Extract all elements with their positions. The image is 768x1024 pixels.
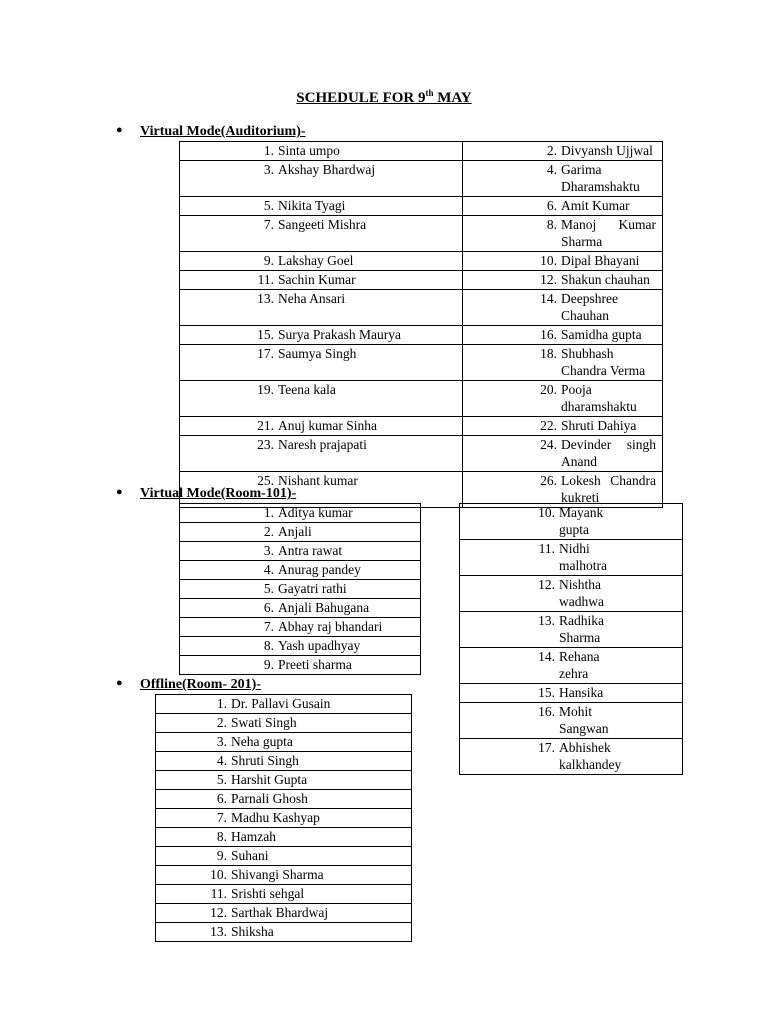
item-number: 8. [216, 829, 227, 844]
table-cell [180, 436, 463, 472]
table-row [156, 790, 412, 809]
participant-name: Neha Ansari [278, 291, 346, 306]
item-number: 7. [263, 619, 274, 634]
table-cell [180, 381, 463, 417]
item-number: 7. [263, 217, 274, 232]
table-row [180, 252, 663, 271]
table-cell [156, 733, 412, 752]
participant-name: Anjali Bahugana [278, 600, 370, 615]
participant-name: Dipal Bhayani [561, 253, 640, 268]
participant-name: Saumya Singh [278, 346, 357, 361]
participant-name: Anjali [278, 524, 312, 539]
item-number: 12. [210, 905, 227, 920]
participant-name: Shubhash Chandra Verma [561, 346, 646, 378]
participant-name: Amit Kumar [561, 198, 630, 213]
table-row [180, 561, 421, 580]
item-number: 5. [263, 581, 274, 596]
table-row [180, 290, 663, 326]
item-number: 23. [257, 437, 274, 452]
table-cell [156, 695, 412, 714]
item-number: 1. [263, 505, 274, 520]
item-number: 20. [540, 382, 557, 397]
participant-name: Lakshay Goel [278, 253, 354, 268]
table-row [156, 885, 412, 904]
participant-name: Sangeeti Mishra [278, 217, 367, 232]
table-cell [180, 580, 421, 599]
table-cell [463, 271, 663, 290]
participant-name: Srishti sehgal [231, 886, 305, 901]
table-row [460, 703, 683, 739]
participant-name: Manoj Kumar Sharma [561, 217, 656, 249]
item-number: 25. [257, 473, 274, 488]
room-101-table-left [179, 503, 421, 675]
participant-name: Nidhi malhotra [559, 541, 607, 573]
table-cell [180, 142, 463, 161]
room-101-table-right [459, 503, 683, 775]
item-number: 14. [540, 291, 557, 306]
participant-name: Shakun chauhan [561, 272, 650, 287]
participant-name: Anuj kumar Sinha [278, 418, 377, 433]
table-row [180, 161, 663, 197]
participant-name: Yash upadhyay [278, 638, 361, 653]
item-number: 15. [538, 685, 555, 700]
section-heading-room-101: ● Virtual Mode(Room-101)- [116, 486, 297, 501]
participant-name: Gayatri rathi [278, 581, 347, 596]
table-row [156, 847, 412, 866]
item-number: 13. [257, 291, 274, 306]
participant-name: Divyansh Ujjwal [561, 143, 653, 158]
participant-name: Shruti Dahiya [561, 418, 637, 433]
table-row [180, 523, 421, 542]
table-row [460, 684, 683, 703]
participant-name: Hansika [559, 685, 604, 700]
table-row [180, 504, 421, 523]
item-number: 4. [546, 162, 557, 177]
table-row [156, 695, 412, 714]
item-number: 13. [538, 613, 555, 628]
item-number: 2. [216, 715, 227, 730]
item-number: 10. [540, 253, 557, 268]
item-number: 4. [263, 562, 274, 577]
table-row [460, 648, 683, 684]
table-cell [460, 648, 683, 684]
item-number: 8. [546, 217, 557, 232]
item-number: 15. [257, 327, 274, 342]
item-number: 11. [538, 541, 555, 556]
participant-name: Harshit Gupta [231, 772, 308, 787]
bullet-icon: ● [116, 677, 123, 689]
participant-name: Nishtha wadhwa [559, 577, 604, 609]
table-row [180, 436, 663, 472]
participant-name: Garima Dharamshaktu [561, 162, 640, 194]
table-cell [156, 714, 412, 733]
participant-name: Pooja dharamshaktu [561, 382, 637, 414]
table-cell [156, 866, 412, 885]
table-row [180, 271, 663, 290]
item-number: 11. [210, 886, 227, 901]
table-cell [463, 345, 663, 381]
table-row [180, 142, 663, 161]
table-cell [180, 599, 421, 618]
table-cell [156, 904, 412, 923]
participant-name: Shiksha [231, 924, 274, 939]
participant-name: Dr. Pallavi Gusain [231, 696, 331, 711]
participant-name: Rehana zehra [559, 649, 600, 681]
room-201-table [155, 694, 412, 942]
bullet-icon: ● [116, 124, 123, 136]
item-number: 7. [216, 810, 227, 825]
table-row [180, 656, 421, 675]
table-cell [156, 809, 412, 828]
participant-name: Radhika Sharma [559, 613, 604, 645]
section-heading-auditorium: ● Virtual Mode(Auditorium)- [116, 124, 306, 139]
participant-name: Devinder singh Anand [561, 437, 656, 469]
table-row [156, 828, 412, 847]
table-cell [180, 290, 463, 326]
table-cell [180, 252, 463, 271]
participant-name: Samidha gupta [561, 327, 642, 342]
item-number: 12. [540, 272, 557, 287]
table-row [180, 637, 421, 656]
participant-name: Anurag pandey [278, 562, 361, 577]
item-number: 14. [538, 649, 555, 664]
table-row [180, 216, 663, 252]
item-number: 19. [257, 382, 274, 397]
table-cell [460, 504, 683, 540]
table-row [460, 576, 683, 612]
page-title: SCHEDULE FOR 9th MAY [296, 88, 472, 106]
participant-name: Surya Prakash Maurya [278, 327, 401, 342]
table-cell [460, 739, 683, 775]
item-number: 6. [263, 600, 274, 615]
participant-name: Antra rawat [278, 543, 343, 558]
table-cell [180, 197, 463, 216]
item-number: 10. [538, 505, 555, 520]
participant-name: Sarthak Bhardwaj [231, 905, 329, 920]
item-number: 3. [216, 734, 227, 749]
table-row [156, 733, 412, 752]
item-number: 1. [263, 143, 274, 158]
participant-name: Sinta umpo [278, 143, 340, 158]
participant-name: Naresh prajapati [278, 437, 367, 452]
item-number: 13. [210, 924, 227, 939]
item-number: 2. [263, 524, 274, 539]
table-cell [463, 290, 663, 326]
table-cell [463, 142, 663, 161]
auditorium-table [179, 141, 663, 508]
participant-name: Deepshree Chauhan [561, 291, 618, 323]
table-cell [463, 326, 663, 345]
item-number: 6. [216, 791, 227, 806]
table-row [180, 542, 421, 561]
participant-name: Nishant kumar [278, 473, 358, 488]
table-row [156, 809, 412, 828]
item-number: 17. [538, 740, 555, 755]
table-cell [180, 656, 421, 675]
item-number: 5. [263, 198, 274, 213]
table-cell [156, 923, 412, 942]
table-cell [156, 752, 412, 771]
item-number: 16. [540, 327, 557, 342]
participant-name: Shruti Singh [231, 753, 299, 768]
table-row [460, 540, 683, 576]
table-cell [180, 561, 421, 580]
table-cell [180, 326, 463, 345]
table-cell [180, 504, 421, 523]
table-row [180, 417, 663, 436]
table-cell [180, 345, 463, 381]
participant-name: Suhani [231, 848, 269, 863]
participant-name: Shivangi Sharma [231, 867, 324, 882]
table-cell [156, 790, 412, 809]
table-cell [463, 436, 663, 472]
participant-name: Lokesh Chandra kukreti [561, 473, 656, 505]
table-row [156, 904, 412, 923]
table-cell [180, 417, 463, 436]
table-cell [460, 540, 683, 576]
item-number: 9. [216, 848, 227, 863]
participant-name: Hamzah [231, 829, 276, 844]
table-cell [180, 161, 463, 197]
item-number: 9. [263, 253, 274, 268]
item-number: 12. [538, 577, 555, 592]
item-number: 17. [257, 346, 274, 361]
item-number: 21. [257, 418, 274, 433]
item-number: 16. [538, 704, 555, 719]
participant-name: Sachin Kumar [278, 272, 356, 287]
table-cell [463, 216, 663, 252]
item-number: 22. [540, 418, 557, 433]
table-row [180, 618, 421, 637]
item-number: 11. [257, 272, 274, 287]
table-cell [180, 618, 421, 637]
item-number: 2. [546, 143, 557, 158]
item-number: 24. [540, 437, 557, 452]
bullet-icon: ● [116, 486, 123, 498]
table-cell [180, 542, 421, 561]
table-cell [180, 523, 421, 542]
table-cell [156, 771, 412, 790]
participant-name: Madhu Kashyap [231, 810, 320, 825]
table-row [180, 197, 663, 216]
table-cell [463, 161, 663, 197]
item-number: 18. [540, 346, 557, 361]
table-row [180, 345, 663, 381]
table-cell [460, 612, 683, 648]
participant-name: Abhishek kalkhandey [559, 740, 622, 772]
participant-name: Neha gupta [231, 734, 293, 749]
table-row [156, 714, 412, 733]
section-heading-room-201: ● Offline(Room- 201)- [116, 677, 261, 692]
table-row [180, 326, 663, 345]
table-cell [463, 381, 663, 417]
table-row [180, 580, 421, 599]
item-number: 6. [546, 198, 557, 213]
table-cell [180, 271, 463, 290]
item-number: 9. [263, 657, 274, 672]
table-row [460, 504, 683, 540]
table-cell [460, 684, 683, 703]
table-cell [180, 637, 421, 656]
item-number: 3. [263, 162, 274, 177]
table-cell [463, 417, 663, 436]
participant-name: Swati Singh [231, 715, 297, 730]
item-number: 5. [216, 772, 227, 787]
table-row [156, 752, 412, 771]
table-row [156, 923, 412, 942]
participant-name: Mohit Sangwan [559, 704, 609, 736]
table-cell [463, 252, 663, 271]
table-cell [156, 847, 412, 866]
table-cell [460, 576, 683, 612]
participant-name: Aditya kumar [278, 505, 353, 520]
item-number: 4. [216, 753, 227, 768]
participant-name: Mayank gupta [559, 505, 604, 537]
participant-name: Nikita Tyagi [278, 198, 346, 213]
item-number: 8. [263, 638, 274, 653]
table-cell [156, 885, 412, 904]
table-cell [460, 703, 683, 739]
table-row [156, 866, 412, 885]
item-number: 1. [216, 696, 227, 711]
participant-name: Teena kala [278, 382, 336, 397]
item-number: 26. [540, 473, 557, 488]
table-cell [463, 197, 663, 216]
table-row [156, 771, 412, 790]
table-row [180, 599, 421, 618]
table-row [180, 381, 663, 417]
table-row [460, 612, 683, 648]
table-cell [156, 828, 412, 847]
participant-name: Preeti sharma [278, 657, 352, 672]
participant-name: Akshay Bhardwaj [278, 162, 376, 177]
item-number: 3. [263, 543, 274, 558]
participant-name: Parnali Ghosh [231, 791, 308, 806]
participant-name: Abhay raj bhandari [278, 619, 383, 634]
table-cell [180, 216, 463, 252]
table-row [460, 739, 683, 775]
item-number: 10. [210, 867, 227, 882]
